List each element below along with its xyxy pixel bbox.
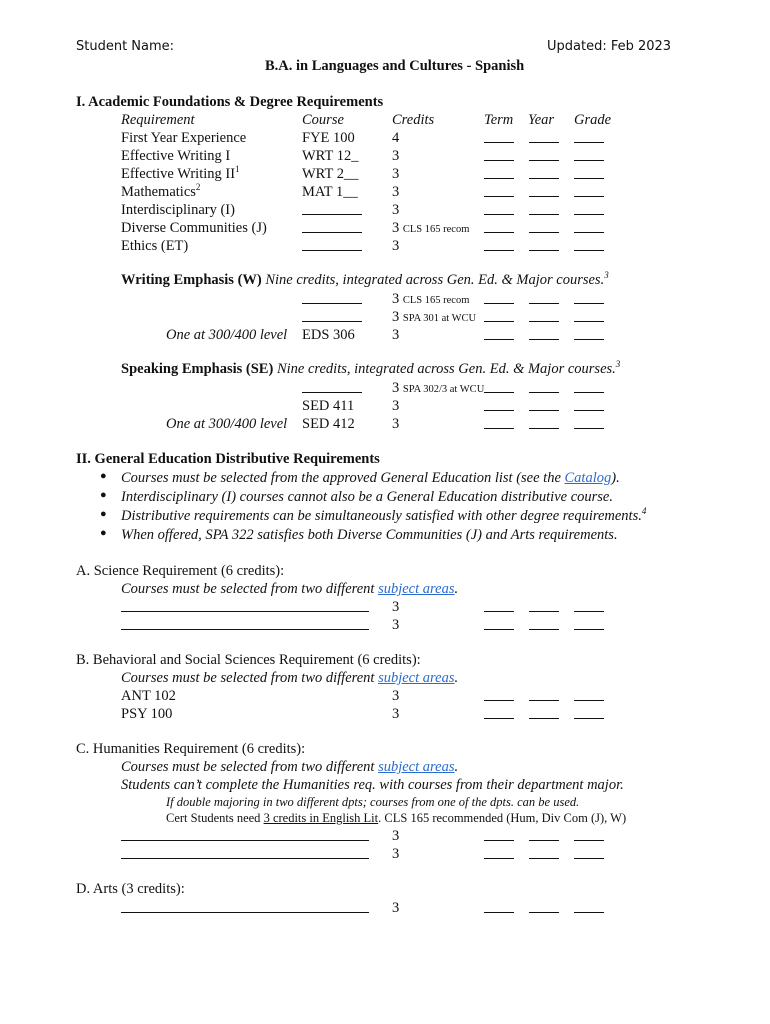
grade-blank[interactable] xyxy=(574,326,604,345)
term-blank[interactable] xyxy=(484,379,514,398)
arts-heading: D. Arts (3 credits): xyxy=(76,881,185,897)
gen-ed-bullet-2: Interdisciplinary (I) courses cannot also be a General Education distributive course. xyxy=(121,489,613,505)
term-blank[interactable] xyxy=(484,598,514,617)
year-blank[interactable] xyxy=(529,201,559,220)
behavioral-course-psy100: PSY 100 xyxy=(121,706,173,722)
term-blank[interactable] xyxy=(484,129,514,148)
writing-level-label: One at 300/400 level xyxy=(166,327,288,343)
course-mat: MAT 1__ xyxy=(302,184,358,200)
speaking-credits-3: 3 xyxy=(392,416,400,432)
year-blank[interactable] xyxy=(529,326,559,345)
updated-date: Updated: Feb 2023 xyxy=(547,39,672,54)
term-blank[interactable] xyxy=(484,326,514,345)
document-title: B.A. in Languages and Cultures - Spanish xyxy=(265,58,525,74)
term-blank[interactable] xyxy=(484,290,514,309)
bullet-icon: ● xyxy=(100,470,107,482)
req-mathematics: Mathematics$^2$ xyxy=(121,182,201,200)
term-blank[interactable] xyxy=(484,616,514,635)
grade-blank[interactable] xyxy=(574,705,604,724)
science-credits-1: 3 xyxy=(392,599,400,615)
year-blank[interactable] xyxy=(529,397,559,416)
grade-blank[interactable] xyxy=(574,219,604,238)
req-diverse-communities: Diverse Communities (J) xyxy=(121,220,267,236)
speaking-level-label: One at 300/400 level xyxy=(166,416,288,432)
arts-credits-1: 3 xyxy=(392,900,400,916)
writing-credits-3: 3 xyxy=(392,327,400,343)
credits-ethics: 3 xyxy=(392,238,400,254)
arts-course-blank-1[interactable] xyxy=(121,899,369,918)
year-blank[interactable] xyxy=(529,379,559,398)
term-blank[interactable] xyxy=(484,687,514,706)
grade-blank[interactable] xyxy=(574,183,604,202)
grade-blank[interactable] xyxy=(574,397,604,416)
science-course-blank-2[interactable] xyxy=(121,616,369,635)
col-grade: Grade xyxy=(574,112,612,128)
writing-emphasis-heading: Writing Emphasis (W) Nine credits, integrated across Gen. Ed. & Major courses.$^3$ xyxy=(121,270,609,288)
year-blank[interactable] xyxy=(529,219,559,238)
term-blank[interactable] xyxy=(484,415,514,434)
credits-mat: 3 xyxy=(392,184,400,200)
grade-blank[interactable] xyxy=(574,237,604,256)
course-wrt2: WRT 2__ xyxy=(302,166,359,182)
course-blank-diverse[interactable] xyxy=(302,219,362,238)
humanities-credits-1: 3 xyxy=(392,828,400,844)
behavioral-subject-areas-link[interactable]: subject areas xyxy=(378,670,455,686)
course-wrt1: WRT 12_ xyxy=(302,148,359,164)
term-blank[interactable] xyxy=(484,827,514,846)
bullet-icon: ● xyxy=(100,527,107,539)
credits-diverse: 3 CLS 165 recom xyxy=(392,220,470,236)
gen-ed-bullet-4: When offered, SPA 322 satisfies both Diverse Communities (J) and Arts requirements. xyxy=(121,527,618,543)
grade-blank[interactable] xyxy=(574,415,604,434)
grade-blank[interactable] xyxy=(574,201,604,220)
section2-heading: II. General Education Distributive Requirements xyxy=(76,451,380,467)
req-effective-writing-1: Effective Writing I xyxy=(121,148,231,164)
humanities-subject-areas-link[interactable]: subject areas xyxy=(378,759,455,775)
student-name-label: Student Name: xyxy=(76,39,175,54)
grade-blank[interactable] xyxy=(574,827,604,846)
year-blank[interactable] xyxy=(529,705,559,724)
humanities-course-blank-2[interactable] xyxy=(121,845,369,864)
writing-course-blank-1[interactable] xyxy=(302,290,362,309)
writing-course-blank-2[interactable] xyxy=(302,308,362,327)
year-blank[interactable] xyxy=(529,237,559,256)
term-blank[interactable] xyxy=(484,397,514,416)
credits-fye: 4 xyxy=(392,130,400,146)
req-effective-writing-2: Effective Writing $II^1$ xyxy=(121,164,240,182)
year-blank[interactable] xyxy=(529,165,559,184)
behavioral-credits-1: 3 xyxy=(392,688,400,704)
course-blank-interdisc[interactable] xyxy=(302,201,362,220)
col-year: Year xyxy=(528,112,555,128)
science-subject-areas-link[interactable]: subject areas xyxy=(378,581,455,597)
year-blank[interactable] xyxy=(529,290,559,309)
term-blank[interactable] xyxy=(484,705,514,724)
science-course-blank-1[interactable] xyxy=(121,598,369,617)
science-heading: A. Science Requirement (6 credits): xyxy=(76,563,285,579)
term-blank[interactable] xyxy=(484,165,514,184)
writing-credits-2: 3 SPA 301 at WCU xyxy=(392,309,477,325)
req-interdisciplinary: Interdisciplinary (I) xyxy=(121,202,235,218)
behavioral-note: Courses must be selected from two different subject areas. xyxy=(121,670,459,686)
credits-wrt1: 3 xyxy=(392,148,400,164)
gen-ed-bullet-3: Distributive requirements can be simultaneously satisfied with other degree requirements.$^4$ xyxy=(121,506,647,524)
science-credits-2: 3 xyxy=(392,617,400,633)
term-blank[interactable] xyxy=(484,219,514,238)
year-blank[interactable] xyxy=(529,687,559,706)
speaking-course-sed411: SED 411 xyxy=(302,398,355,414)
grade-blank[interactable] xyxy=(574,129,604,148)
grade-blank[interactable] xyxy=(574,290,604,309)
humanities-credits-2: 3 xyxy=(392,846,400,862)
col-term: Term xyxy=(484,112,514,128)
year-blank[interactable] xyxy=(529,183,559,202)
grade-blank[interactable] xyxy=(574,147,604,166)
course-fye: FYE 100 xyxy=(302,130,355,146)
year-blank[interactable] xyxy=(529,129,559,148)
term-blank[interactable] xyxy=(484,237,514,256)
req-ethics: Ethics (ET) xyxy=(121,238,189,254)
humanities-note: Courses must be selected from two different subject areas. xyxy=(121,759,459,775)
col-requirement: Requirement xyxy=(121,112,195,128)
col-credits: Credits xyxy=(392,112,435,128)
course-blank-ethics[interactable] xyxy=(302,237,362,256)
term-blank[interactable] xyxy=(484,899,514,918)
behavioral-heading: B. Behavioral and Social Sciences Requirement (6 credits): xyxy=(76,652,421,668)
behavioral-course-ant102: ANT 102 xyxy=(121,688,176,704)
col-course: Course xyxy=(302,112,344,128)
grade-blank[interactable] xyxy=(574,165,604,184)
writing-course-eds306: EDS 306 xyxy=(302,327,355,343)
speaking-emphasis-heading: Speaking Emphasis (SE) Nine credits, integrated across Gen. Ed. & Major courses.$^3$ xyxy=(121,359,621,377)
writing-credits-1: 3 CLS 165 recom xyxy=(392,291,470,307)
term-blank[interactable] xyxy=(484,308,514,327)
term-blank[interactable] xyxy=(484,201,514,220)
grade-blank[interactable] xyxy=(574,308,604,327)
humanities-note-2: Students can’t complete the Humanities req. with courses from their department major. xyxy=(121,777,624,793)
science-note: Courses must be selected from two different subject areas. xyxy=(121,581,459,597)
humanities-course-blank-1[interactable] xyxy=(121,827,369,846)
grade-blank[interactable] xyxy=(574,845,604,864)
gen-ed-bullet-1: Courses must be selected from the approved General Education list (see the Catalog). xyxy=(121,470,620,486)
humanities-heading: C. Humanities Requirement (6 credits): xyxy=(76,741,306,757)
year-blank[interactable] xyxy=(529,899,559,918)
grade-blank[interactable] xyxy=(574,598,604,617)
year-blank[interactable] xyxy=(529,147,559,166)
speaking-course-sed412: SED 412 xyxy=(302,416,355,432)
bullet-icon: ● xyxy=(100,489,107,501)
grade-blank[interactable] xyxy=(574,899,604,918)
section1-heading: I. Academic Foundations & Degree Requirements xyxy=(76,94,384,110)
catalog-link[interactable]: Catalog xyxy=(564,470,612,486)
term-blank[interactable] xyxy=(484,183,514,202)
grade-blank[interactable] xyxy=(574,379,604,398)
year-blank[interactable] xyxy=(529,827,559,846)
year-blank[interactable] xyxy=(529,845,559,864)
req-first-year: First Year Experience xyxy=(121,130,247,146)
bullet-icon: ● xyxy=(100,508,107,520)
speaking-credits-1: 3 SPA 302/3 at WCU xyxy=(392,380,485,396)
behavioral-credits-2: 3 xyxy=(392,706,400,722)
year-blank[interactable] xyxy=(529,415,559,434)
credits-wrt2: 3 xyxy=(392,166,400,182)
year-blank[interactable] xyxy=(529,616,559,635)
year-blank[interactable] xyxy=(529,308,559,327)
grade-blank[interactable] xyxy=(574,687,604,706)
grade-blank[interactable] xyxy=(574,616,604,635)
speaking-credits-2: 3 xyxy=(392,398,400,414)
credits-interdisc: 3 xyxy=(392,202,400,218)
term-blank[interactable] xyxy=(484,147,514,166)
year-blank[interactable] xyxy=(529,598,559,617)
humanities-note-3: If double majoring in two different dpts; courses from one of the dpts. can be used. xyxy=(166,795,580,809)
humanities-note-4: Cert Students need 3 credits in English Lit. CLS 165 recommended (Hum, Div Com (J), W) xyxy=(166,811,627,825)
speaking-course-blank-1[interactable] xyxy=(302,379,362,398)
term-blank[interactable] xyxy=(484,845,514,864)
